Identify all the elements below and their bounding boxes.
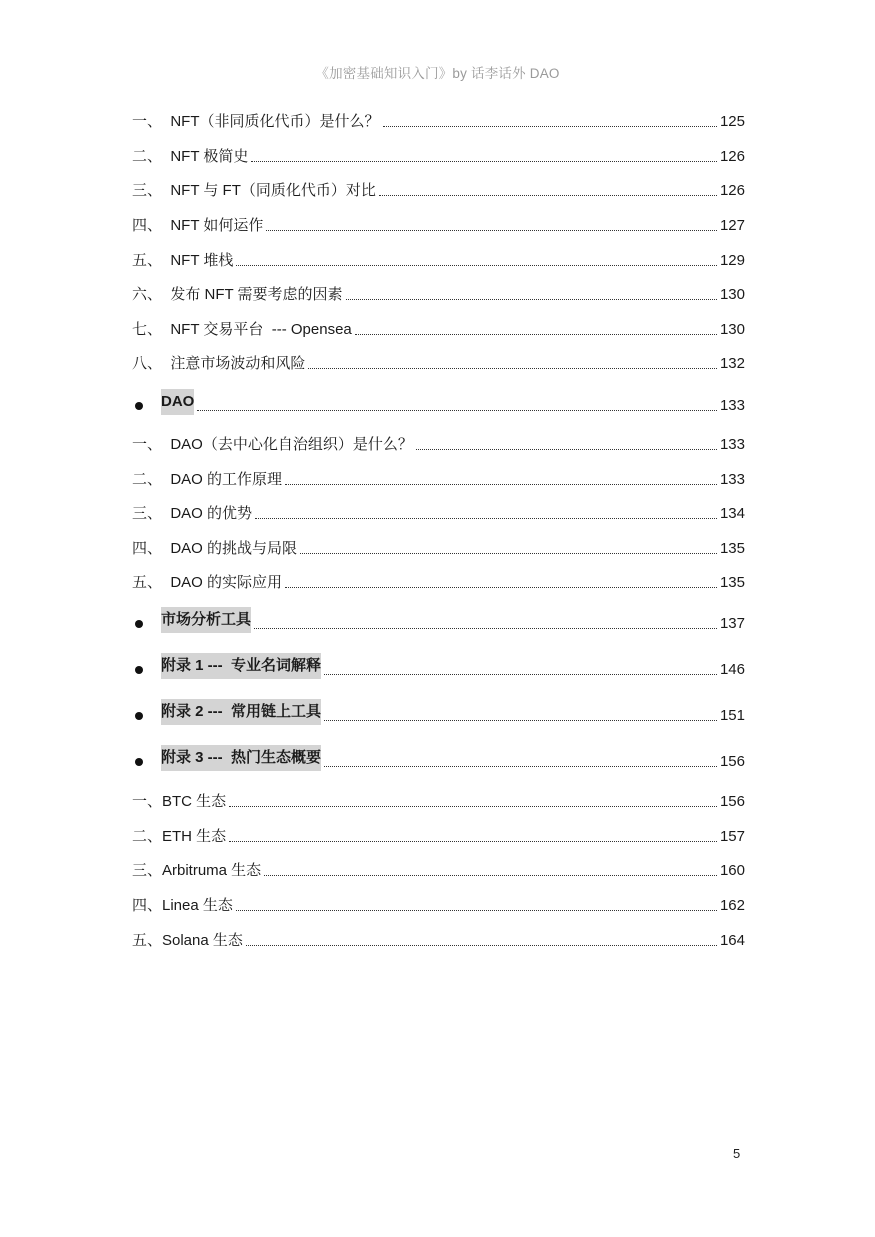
dot-leader [355, 334, 717, 335]
toc-entry[interactable] [132, 789, 745, 811]
toc-entry[interactable] [132, 109, 745, 131]
toc-entry-label: 三、 DAO 的优势 [132, 505, 253, 522]
toc-entry-page: 127 [719, 217, 745, 234]
dot-leader [324, 766, 717, 767]
toc-entry-label: 三、 NFT 与 FT（同质化代币）对比 [132, 182, 376, 199]
toc-entry-label: 五、 NFT 堆栈 [132, 252, 234, 269]
bullet-icon [135, 666, 143, 674]
toc-entry-label: DAO [161, 389, 194, 415]
toc-entry-page: 151 [719, 707, 745, 724]
toc-entry-page: 133 [719, 436, 745, 453]
toc-entry-label: 一、 DAO（去中心化自治组织）是什么？ [132, 436, 413, 453]
dot-leader [285, 587, 717, 588]
toc-entry-label: 附录 3 --- 热门生态概要 [161, 745, 321, 771]
toc-entry-label: 六、 发布 NFT 需要考虑的因素 [132, 286, 343, 303]
toc-entry-label: 四、Linea 生态 [132, 897, 233, 914]
toc-section-entry[interactable] [132, 657, 745, 679]
toc-entry-page: 156 [719, 753, 745, 770]
toc-entry-label: 八、 注意市场波动和风险 [132, 355, 306, 372]
toc-entry-page: 134 [719, 505, 745, 522]
toc-entry-page: 164 [719, 932, 745, 949]
toc-section-entry[interactable] [132, 611, 745, 633]
toc-entry[interactable] [132, 536, 745, 558]
toc-entry[interactable] [132, 824, 745, 846]
bullet-icon [135, 402, 143, 410]
dot-leader [308, 368, 717, 369]
toc-entry-label: 附录 2 --- 常用链上工具 [161, 699, 321, 725]
page-number: 5 [733, 1146, 741, 1161]
toc-entry-page: 160 [719, 862, 745, 879]
dot-leader [266, 230, 717, 231]
dot-leader [229, 841, 717, 842]
toc-entry-label: 附录 1 --- 专业名词解释 [161, 653, 321, 679]
dot-leader [346, 299, 717, 300]
toc-entry-label: 二、 DAO 的工作原理 [132, 471, 283, 488]
toc-entry-label: 五、 DAO 的实际应用 [132, 574, 283, 591]
dot-leader [264, 875, 717, 876]
toc-entry[interactable] [132, 213, 745, 235]
dot-leader [379, 195, 717, 196]
dot-leader [229, 806, 717, 807]
dot-leader [254, 628, 717, 629]
dot-leader [324, 720, 717, 721]
dot-leader [236, 910, 717, 911]
dot-leader [236, 265, 717, 266]
toc-entry-page: 137 [719, 615, 745, 632]
toc-entry-label: 一、BTC 生态 [132, 793, 227, 810]
toc-entry[interactable] [132, 178, 745, 200]
toc-entry-label: 一、 NFT（非同质化代币）是什么？ [132, 113, 380, 130]
toc-entry[interactable] [132, 858, 745, 880]
toc-entry-page: 125 [719, 113, 745, 130]
toc-entry-page: 162 [719, 897, 745, 914]
toc-entry-label: 五、Solana 生态 [132, 932, 243, 949]
toc-section-entry[interactable] [132, 749, 745, 771]
toc-entry-page: 146 [719, 661, 745, 678]
toc-entry[interactable] [132, 570, 745, 592]
toc-entry-page: 130 [719, 321, 745, 338]
dot-leader [324, 674, 717, 675]
toc-entry-page: 133 [719, 471, 745, 488]
toc-entry-page: 135 [719, 574, 745, 591]
toc-entry[interactable] [132, 467, 745, 489]
bullet-icon [135, 758, 143, 766]
toc-section-entry[interactable] [132, 393, 745, 415]
toc-entry-label: 二、 NFT 极简史 [132, 148, 249, 165]
dot-leader [300, 553, 717, 554]
toc-entry[interactable] [132, 282, 745, 304]
toc-entry[interactable] [132, 501, 745, 523]
toc-entry-label: 四、 DAO 的挑战与局限 [132, 540, 298, 557]
dot-leader [255, 518, 717, 519]
toc-entry-label: 二、ETH 生态 [132, 828, 227, 845]
running-header: 《加密基础知识入门》by 话李话外 DAO [315, 66, 560, 81]
toc-entry[interactable] [132, 351, 745, 373]
toc-entry-page: 132 [719, 355, 745, 372]
toc-entry-page: 126 [719, 148, 745, 165]
toc-entry-label: 四、 NFT 如何运作 [132, 217, 264, 234]
bullet-icon [135, 620, 143, 628]
toc-entry-page: 126 [719, 182, 745, 199]
dot-leader [251, 161, 717, 162]
toc-entry[interactable] [132, 248, 745, 270]
bullet-icon [135, 712, 143, 720]
dot-leader [246, 945, 717, 946]
toc-entry-page: 133 [719, 397, 745, 414]
toc-entry[interactable] [132, 317, 745, 339]
toc-entry-page: 129 [719, 252, 745, 269]
toc-entry-page: 156 [719, 793, 745, 810]
toc-entry-page: 135 [719, 540, 745, 557]
toc-section-entry[interactable] [132, 703, 745, 725]
toc-entry[interactable] [132, 928, 745, 950]
dot-leader [416, 449, 717, 450]
toc-entry-label: 七、 NFT 交易平台 --- Opensea [132, 321, 352, 338]
dot-leader [197, 410, 717, 411]
toc-entry-page: 157 [719, 828, 745, 845]
dot-leader [383, 126, 717, 127]
dot-leader [285, 484, 717, 485]
toc-entry-label: 三、Arbitruma 生态 [132, 862, 262, 879]
toc-entry-label: 市场分析工具 [161, 607, 251, 633]
toc-entry[interactable] [132, 893, 745, 915]
toc-entry[interactable] [132, 144, 745, 166]
toc-entry-page: 130 [719, 286, 745, 303]
toc-entry[interactable] [132, 432, 745, 454]
